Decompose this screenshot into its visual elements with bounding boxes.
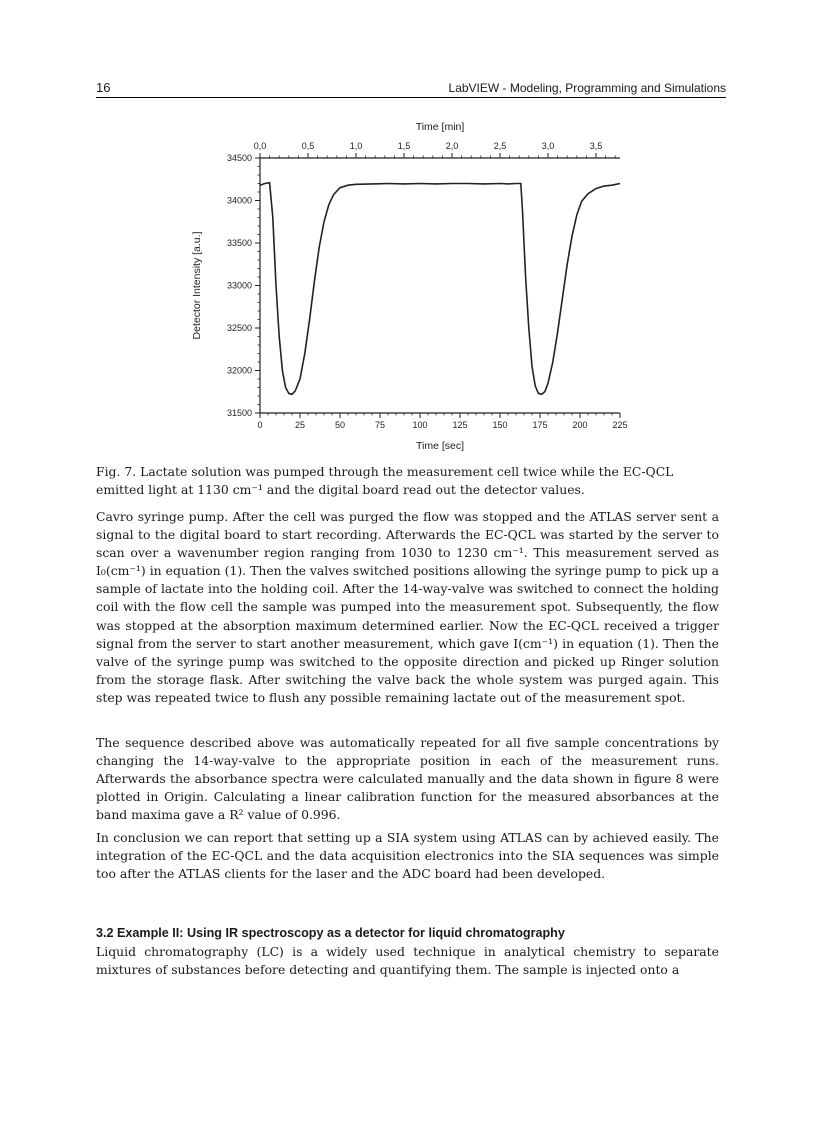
x-tick-label: 125 [452, 420, 468, 430]
x-axis-title: Time [sec] [415, 440, 465, 452]
x-tick-label: 225 [612, 420, 628, 430]
paragraph-3-text: In conclusion we can report that setting up a SIA system using ATLAS can by achieved easily. The integration of the EC-QCL and the data acquisition electronics into the SIA sequences was simple too after the ATLAS clients for the laser and the ADC board had been developed. [96, 830, 719, 882]
page-number: 16 [96, 80, 111, 95]
header-rule [96, 97, 726, 98]
caption-text: Fig. 7. Lactate solution was pumped through the measurement cell twice while the EC-QCL emitted light at 1130 cm⁻¹ and the digital board read out the detector values. [96, 464, 674, 498]
running-title: LabVIEW - Modeling, Programming and Simulations [448, 81, 726, 95]
chart-ticks [255, 153, 620, 418]
running-header [96, 80, 726, 98]
top-tick-label: 3,5 [589, 141, 603, 151]
top-tick-label: 1,5 [397, 141, 411, 151]
y-tick-label: 32500 [226, 323, 252, 333]
paragraph-3 [96, 829, 719, 883]
x-tick-label: 0 [257, 420, 263, 430]
y-tick-label: 33000 [226, 280, 252, 291]
top-tick-label: 1,0 [349, 141, 363, 151]
paragraph-1-text: Cavro syringe pump. After the cell was purged the flow was stopped and the ATLAS server sent a signal to the digital board to start recording. Afterwards the EC-QCL was started by the server to scan over a wavenumber region ranging from 1030 to 1230 cm⁻¹. This measurement served as I₀(cm⁻¹) in equation (1). Then the valves switched positions allowing the syringe pump to pick up a sample of lactate into the holding coil. After the 14-way-valve was switched to connect the holding coil with the flow cell the sample was pumped into the measurement spot. Subsequently, the flow was stopped at the absorption maximum determined earlier. Now the EC-QCL received a trigger signal from the server to start another measurement, which gave I(cm⁻¹) in equation (1). Then the valve of the syringe pump was switched to the opposite direction and picked up Ringer solution from the storage flask. After switching the valve back the whole system was purged again. This step was repeated twice to flush any possible remaining lactate out of the measurement spot. [96, 509, 719, 705]
y-tick-label: 31500 [226, 408, 252, 418]
paragraph-2-text: The sequence described above was automatically repeated for all five sample concentrations by changing the 14-way-valve to the appropriate position in each of the measurement runs. Afterwards the absorbance spectra were calculated manually and the data shown in figure 8 were plotted in Origin. Calculating a linear calibration function for the measured absorbances at the band maxima gave a R² value of 0.996. [96, 735, 719, 823]
x-tick-label: 175 [532, 420, 548, 430]
paragraph-4-text: Liquid chromatography (LC) is a widely used technique in analytical chemistry to separate mixtures of substances before detecting and quantifying them. The sample is injected onto a [96, 944, 719, 978]
top-axis-title: Time [min] [415, 121, 465, 133]
paragraph-2 [96, 734, 719, 824]
top-tick-label: 2,0 [445, 141, 459, 151]
x-tick-label: 100 [412, 420, 428, 430]
y-tick-label: 34500 [226, 153, 252, 163]
top-tick-label: 0,5 [301, 141, 315, 151]
series-line-detector-intensity [260, 183, 620, 395]
paragraph-1 [96, 508, 719, 707]
figure-7 [150, 108, 670, 458]
x-tick-label: 25 [294, 420, 306, 430]
y-tick-label: 32000 [226, 365, 252, 376]
x-tick-label: 75 [374, 420, 386, 430]
top-tick-label: 2,5 [493, 141, 507, 151]
intensity-chart [150, 108, 670, 458]
paragraph-4 [96, 943, 719, 979]
y-tick-label: 34000 [226, 195, 252, 206]
section-heading: 3.2 Example II: Using IR spectroscopy as a detector for liquid chromatography [96, 926, 565, 940]
x-tick-label: 200 [572, 420, 588, 430]
top-tick-label: 0,0 [253, 141, 267, 151]
x-tick-label: 150 [492, 420, 508, 430]
figure-caption [96, 463, 719, 499]
y-tick-label: 33500 [226, 238, 252, 248]
top-tick-label: 3,0 [541, 141, 555, 151]
x-tick-label: 50 [334, 420, 346, 430]
y-axis-title: Detector Intensity [a.u.] [191, 231, 203, 340]
